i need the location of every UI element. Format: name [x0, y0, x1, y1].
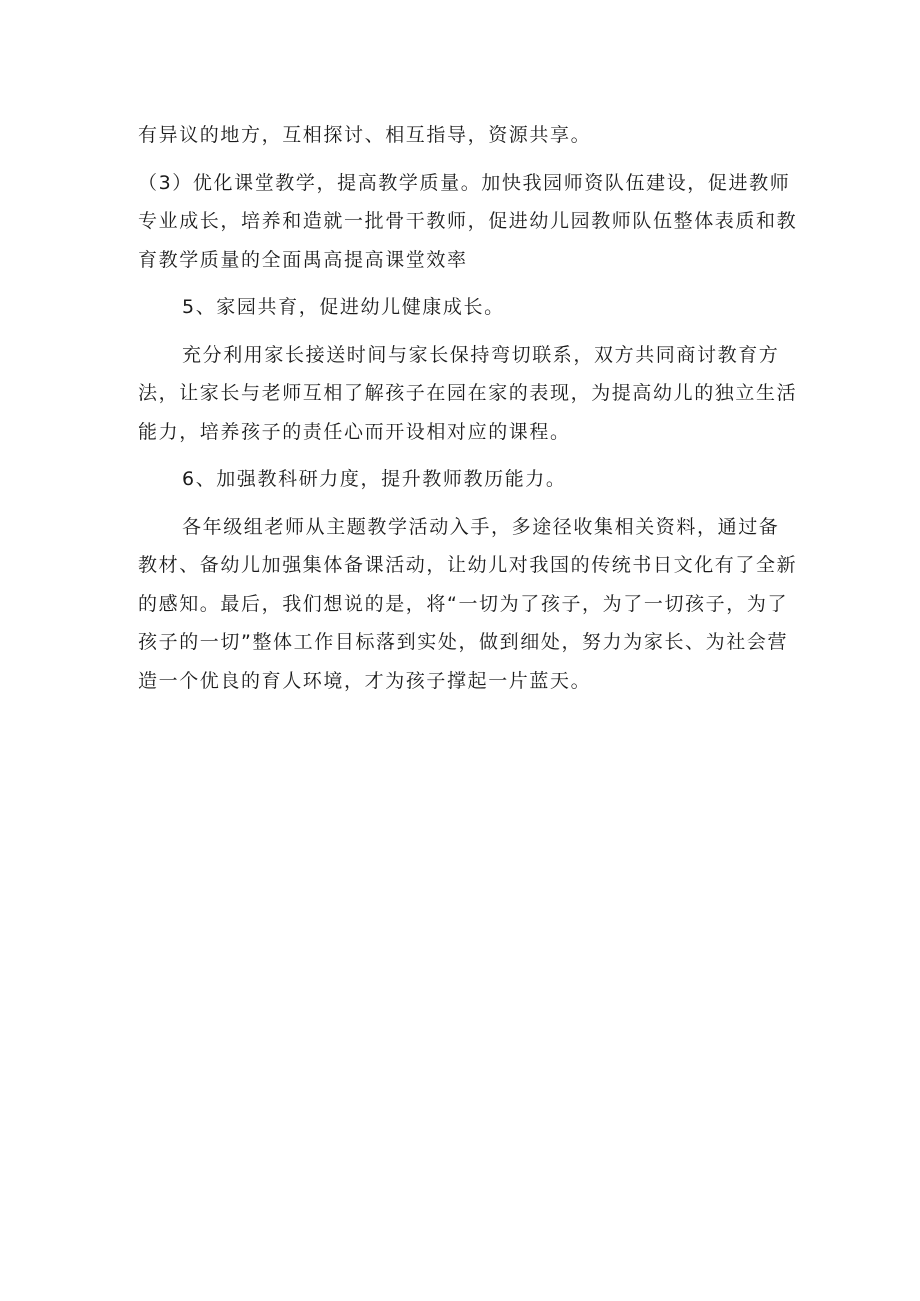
- paragraph-optimize-teaching: （3）优化课堂教学，提高教学质量。加快我园师资队伍建设，促进教师专业成长，培养和造就一批骨干教师，促进幼儿园教师队伍整体表质和教育教学质量的全面禺高提高课堂效率: [138, 171, 798, 271]
- paragraph-continuation: 有异议的地方，互相探讨、相互指导，资源共享。: [138, 124, 592, 146]
- heading-home-school: 5、家园共育，促进幼儿健康成长。: [182, 296, 505, 318]
- paragraph-home-school: 充分利用家长接送时间与家长保持弯切联系，双方共同商讨教育方法，让家长与老师互相了解孩子在园在家的表现，为提高幼儿的独立生活能力，培养孩子的责任心而开设相对应的课程。: [138, 343, 798, 443]
- heading-research: 6、加强教科研力度，提升教师教历能力。: [182, 468, 567, 490]
- paragraph-research: 各年级组老师从主题教学活动入手，多途径收集相关资料，通过备教材、备幼儿加强集体备课活动，让幼儿对我国的传统书日文化有了全新的感知。最后，我们想说的是，将“一切为了孩子，为了一切孩子，为了孩子的一切”整体工作目标落到实处，做到细处，努力为家长、为社会营造一个优良的育人环境，才为孩子撑起一片蓝天。: [138, 515, 798, 692]
- document-body: [138, 116, 798, 700]
